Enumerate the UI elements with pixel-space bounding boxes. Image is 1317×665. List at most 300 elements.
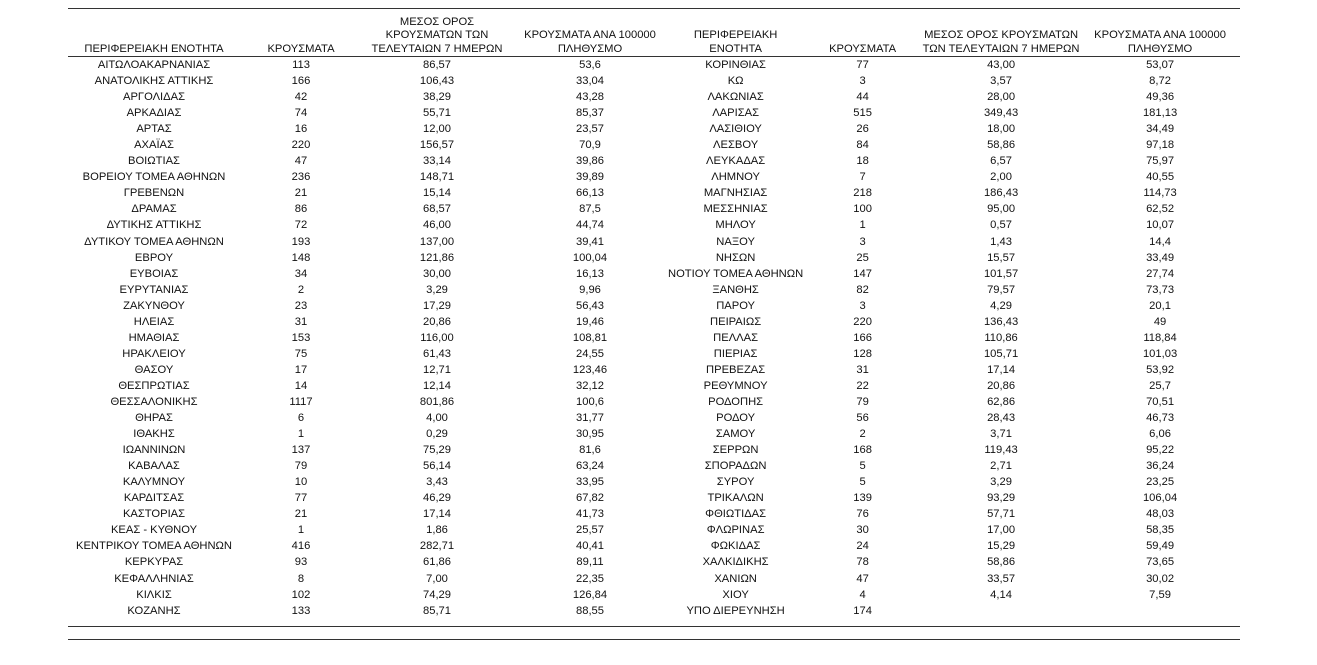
cell-region: ΓΡΕΒΕΝΩΝ bbox=[123, 187, 185, 200]
cell-per100k: 81,6 bbox=[579, 444, 601, 457]
cell-avg7: 57,71 bbox=[987, 508, 1016, 521]
table-row bbox=[668, 506, 1240, 522]
table-row bbox=[68, 185, 668, 201]
cell-per100k: 46,73 bbox=[1146, 412, 1175, 425]
cell-cases: 193 bbox=[291, 235, 311, 248]
cell-avg7 bbox=[922, 603, 1080, 619]
cell-avg7: 137,00 bbox=[419, 235, 455, 248]
cell-avg7: 105,71 bbox=[983, 347, 1019, 360]
cell-avg7: 17,29 bbox=[423, 299, 451, 312]
cell-cases: 75 bbox=[294, 347, 308, 360]
table-row bbox=[68, 298, 668, 314]
cell-per100k: 20,1 bbox=[1149, 299, 1171, 312]
cell-per100k: 70,9 bbox=[579, 139, 601, 152]
table-row bbox=[68, 73, 668, 89]
table-row bbox=[68, 330, 668, 346]
cell-cases: 174 bbox=[853, 604, 872, 617]
cell-cases: 84 bbox=[856, 139, 869, 152]
cell-per100k: 9,96 bbox=[579, 283, 601, 296]
cell-avg7: 74,29 bbox=[423, 588, 451, 601]
cell-per100k: 108,81 bbox=[572, 331, 608, 344]
table-row bbox=[668, 234, 1240, 250]
cell-avg7: 46,29 bbox=[423, 492, 451, 505]
cell-region: ΔΡΑΜΑΣ bbox=[131, 203, 177, 216]
cell-cases: 10 bbox=[294, 476, 308, 489]
cell-avg7: 55,71 bbox=[423, 107, 451, 120]
table-row bbox=[668, 201, 1240, 217]
table-row bbox=[68, 442, 668, 458]
cell-avg7: 12,14 bbox=[423, 379, 451, 392]
cell-avg7: 4,14 bbox=[990, 588, 1012, 601]
cell-per100k: 23,57 bbox=[576, 123, 604, 136]
cell-cases: 3 bbox=[859, 299, 866, 312]
table-row bbox=[68, 121, 668, 137]
cell-cases: 34 bbox=[294, 267, 308, 280]
cell-per100k: 106,04 bbox=[1142, 492, 1178, 505]
cell-cases: 147 bbox=[853, 267, 872, 280]
cell-avg7: 95,00 bbox=[987, 203, 1016, 216]
table-row bbox=[68, 153, 668, 169]
table-row bbox=[68, 587, 668, 603]
table-row bbox=[668, 474, 1240, 490]
cell-region: ΔΥΤΙΚΗΣ ΑΤΤΙΚΗΣ bbox=[106, 219, 202, 232]
cell-region: ΠΑΡΟΥ bbox=[716, 299, 756, 312]
cell-per100k: 89,11 bbox=[576, 556, 604, 569]
table-row bbox=[68, 378, 668, 394]
cell-cases: 7 bbox=[859, 171, 866, 184]
cell-cases: 26 bbox=[856, 123, 869, 136]
table-row bbox=[68, 506, 668, 522]
table-row bbox=[668, 394, 1240, 410]
cell-cases: 21 bbox=[294, 187, 308, 200]
cell-per100k: 25,57 bbox=[576, 524, 604, 537]
table-row bbox=[668, 105, 1240, 121]
cell-per100k: 97,18 bbox=[1146, 139, 1175, 152]
table-row bbox=[668, 522, 1240, 538]
cell-per100k: 88,55 bbox=[576, 604, 604, 617]
right-table-block bbox=[668, 8, 1240, 619]
cell-cases: 17 bbox=[294, 363, 308, 376]
cell-avg7: 33,14 bbox=[423, 155, 451, 168]
cell-avg7: 6,57 bbox=[990, 155, 1012, 168]
cell-per100k: 75,97 bbox=[1146, 155, 1175, 168]
cell-avg7: 121,86 bbox=[419, 251, 455, 264]
cell-avg7: 15,29 bbox=[987, 540, 1016, 553]
cell-region: ΚΕΡΚΥΡΑΣ bbox=[124, 556, 184, 569]
cell-per100k: 73,65 bbox=[1146, 556, 1175, 569]
cell-avg7: 349,43 bbox=[983, 107, 1019, 120]
table-row bbox=[668, 426, 1240, 442]
cell-avg7: 186,43 bbox=[983, 187, 1019, 200]
cell-region: ΡΟΔΟΠΗΣ bbox=[708, 395, 764, 408]
table-row bbox=[68, 410, 668, 426]
cell-avg7: 68,57 bbox=[423, 203, 451, 216]
cell-region: ΛΕΥΚΑΔΑΣ bbox=[706, 155, 766, 168]
cell-cases: 77 bbox=[856, 59, 869, 71]
cell-cases: 1 bbox=[297, 524, 305, 537]
cell-per100k: 123,46 bbox=[572, 363, 608, 376]
cell-avg7: 62,86 bbox=[987, 395, 1016, 408]
cell-region: ΛΑΚΩΝΙΑΣ bbox=[707, 91, 764, 104]
left-header-row bbox=[68, 8, 668, 57]
cell-avg7: 4,29 bbox=[990, 299, 1012, 312]
cell-per100k: 16,13 bbox=[576, 267, 604, 280]
cell-avg7: 93,29 bbox=[987, 492, 1016, 505]
table-row bbox=[668, 250, 1240, 266]
cell-cases: 8 bbox=[297, 572, 305, 585]
cell-cases: 515 bbox=[853, 107, 872, 120]
cell-region: ΜΗΛΟΥ bbox=[715, 219, 756, 232]
bottom-rule bbox=[68, 626, 1240, 627]
cell-cases: 79 bbox=[294, 460, 308, 473]
cell-region: ΘΑΣΟΥ bbox=[134, 363, 174, 376]
table-row bbox=[68, 250, 668, 266]
cell-region: ΚΙΛΚΙΣ bbox=[136, 588, 172, 601]
cell-region: ΚΑΒΑΛΑΣ bbox=[128, 460, 180, 473]
cell-avg7: 12,71 bbox=[423, 363, 451, 376]
cell-avg7: 17,14 bbox=[423, 508, 451, 521]
cell-per100k: 66,13 bbox=[576, 187, 604, 200]
cell-cases: 166 bbox=[853, 331, 872, 344]
table-row bbox=[668, 571, 1240, 587]
cell-region: ΣΥΡΟΥ bbox=[716, 476, 755, 489]
cell-per100k: 49,36 bbox=[1146, 91, 1175, 104]
cell-region: ΡΟΔΟΥ bbox=[716, 412, 756, 425]
cell-region: ΡΕΘΥΜΝΟΥ bbox=[703, 379, 768, 392]
cell-avg7: 119,43 bbox=[984, 444, 1018, 457]
cell-per100k: 100,04 bbox=[572, 251, 608, 264]
cell-region: ΝΑΞΟΥ bbox=[716, 235, 755, 248]
left-table-block bbox=[68, 8, 668, 619]
cell-avg7: 46,00 bbox=[423, 219, 451, 232]
table-row bbox=[668, 89, 1240, 105]
cell-per100k: 53,92 bbox=[1146, 363, 1175, 376]
cell-avg7: 3,29 bbox=[426, 283, 448, 296]
cell-region: ΚΑΣΤΟΡΙΑΣ bbox=[122, 508, 186, 521]
table-row bbox=[68, 137, 668, 153]
cell-region: ΙΘΑΚΗΣ bbox=[133, 428, 175, 441]
cell-region: ΘΕΣΠΡΩΤΙΑΣ bbox=[118, 379, 190, 392]
cell-region: ΑΡΤΑΣ bbox=[136, 123, 172, 136]
cell-region: ΕΥΡΥΤΑΝΙΑΣ bbox=[119, 283, 189, 296]
cell-region: ΖΑΚΥΝΘΟΥ bbox=[123, 299, 185, 312]
table-row bbox=[668, 57, 1240, 74]
cell-region: ΘΕΣΣΑΛΟΝΙΚΗΣ bbox=[110, 395, 198, 408]
cell-cases: 2 bbox=[859, 428, 866, 441]
cell-per100k: 63,24 bbox=[576, 460, 604, 473]
cell-region: ΤΡΙΚΑΛΩΝ bbox=[707, 492, 764, 505]
cell-region: ΑΝΑΤΟΛΙΚΗΣ ΑΤΤΙΚΗΣ bbox=[94, 75, 214, 88]
table-row bbox=[68, 234, 668, 250]
table-row bbox=[68, 217, 668, 233]
cell-per100k: 126,84 bbox=[572, 588, 608, 601]
cell-avg7: 3,29 bbox=[990, 476, 1012, 489]
cell-region: ΦΩΚΙΔΑΣ bbox=[710, 540, 761, 553]
table-row bbox=[668, 410, 1240, 426]
cell-avg7: 156,57 bbox=[419, 139, 455, 152]
table-row bbox=[668, 587, 1240, 603]
cell-cases: 16 bbox=[294, 123, 308, 136]
cell-avg7: 85,71 bbox=[423, 604, 451, 617]
cell-cases: 1 bbox=[297, 428, 305, 441]
cell-region: ΝΗΣΩΝ bbox=[715, 251, 756, 264]
cell-avg7: 3,57 bbox=[990, 75, 1012, 88]
cell-avg7: 18,00 bbox=[987, 123, 1016, 136]
cell-per100k: 73,73 bbox=[1146, 283, 1175, 296]
cell-per100k: 43,28 bbox=[576, 91, 604, 104]
cell-region: ΠΙΕΡΙΑΣ bbox=[713, 347, 758, 360]
cell-region: ΑΧΑΪΑΣ bbox=[134, 139, 174, 152]
bottom-rule-double bbox=[68, 639, 1240, 640]
cell-per100k: 31,77 bbox=[576, 412, 604, 425]
cell-avg7: 1,43 bbox=[990, 235, 1012, 248]
cell-avg7: 30,00 bbox=[423, 267, 451, 280]
cell-per100k: 36,24 bbox=[1146, 460, 1175, 473]
cell-region: ΛΑΣΙΘΙΟΥ bbox=[709, 123, 762, 136]
cell-cases: 21 bbox=[294, 508, 308, 521]
table-row bbox=[668, 490, 1240, 506]
cell-cases: 30 bbox=[856, 524, 869, 537]
cell-cases: 128 bbox=[853, 347, 872, 360]
cell-cases: 5 bbox=[859, 476, 866, 489]
cell-region: ΧΑΛΚΙΔΙΚΗΣ bbox=[702, 556, 769, 569]
cell-per100k: 33,95 bbox=[576, 476, 604, 489]
cell-per100k: 6,06 bbox=[1149, 428, 1171, 441]
cell-per100k bbox=[1080, 603, 1240, 619]
cell-avg7: 20,86 bbox=[987, 379, 1016, 392]
cell-region: ΕΒΡΟΥ bbox=[134, 251, 174, 264]
cell-per100k: 70,51 bbox=[1146, 395, 1175, 408]
cell-per100k: 40,41 bbox=[576, 540, 604, 553]
cell-cases: 153 bbox=[291, 331, 311, 344]
table-row bbox=[668, 330, 1240, 346]
cell-region: ΔΥΤΙΚΟΥ ΤΟΜΕΑ ΑΘΗΝΩΝ bbox=[84, 235, 224, 248]
cell-per100k: 56,43 bbox=[576, 299, 604, 312]
table-row bbox=[668, 538, 1240, 554]
header-cases: ΚΡΟΥΣΜΑΤΑ bbox=[267, 42, 335, 55]
header-cases: ΚΡΟΥΣΜΑΤΑ bbox=[829, 42, 897, 55]
table-row bbox=[68, 490, 668, 506]
cell-region: ΗΡΑΚΛΕΙΟΥ bbox=[122, 347, 186, 360]
cell-per100k: 23,25 bbox=[1146, 476, 1175, 489]
cell-cases: 220 bbox=[853, 315, 872, 328]
cell-region: ΙΩΑΝΝΙΝΩΝ bbox=[122, 444, 186, 457]
cell-region: ΑΙΤΩΛΟΑΚΑΡΝΑΝΙΑΣ bbox=[97, 59, 211, 71]
cell-cases: 31 bbox=[856, 363, 869, 376]
left-cases-table bbox=[68, 8, 668, 619]
left-table-body bbox=[68, 57, 668, 619]
cell-per100k: 40,55 bbox=[1146, 171, 1175, 184]
cell-cases: 137 bbox=[291, 444, 311, 457]
cell-region: ΞΑΝΘΗΣ bbox=[712, 283, 759, 296]
cell-region: ΧΑΝΙΩΝ bbox=[714, 572, 757, 585]
cell-cases: 79 bbox=[856, 395, 869, 408]
table-row bbox=[668, 298, 1240, 314]
cell-avg7: 12,00 bbox=[423, 123, 451, 136]
cell-per100k: 8,72 bbox=[1149, 75, 1171, 88]
table-row bbox=[668, 73, 1240, 89]
right-table-body bbox=[668, 57, 1240, 619]
cell-cases: 25 bbox=[856, 251, 869, 264]
cell-cases: 218 bbox=[853, 187, 872, 200]
cell-cases: 78 bbox=[856, 556, 869, 569]
table-row bbox=[68, 105, 668, 121]
cell-per100k: 181,13 bbox=[1142, 107, 1178, 120]
cell-cases: 113 bbox=[292, 59, 310, 71]
cell-per100k: 27,74 bbox=[1146, 267, 1175, 280]
table-row bbox=[668, 314, 1240, 330]
cell-avg7: 38,29 bbox=[423, 91, 451, 104]
cell-per100k: 95,22 bbox=[1146, 444, 1175, 457]
cell-cases: 1117 bbox=[289, 395, 313, 408]
cell-per100k: 7,59 bbox=[1149, 588, 1171, 601]
cell-cases: 82 bbox=[856, 283, 869, 296]
cell-avg7: 56,14 bbox=[423, 460, 451, 473]
table-row bbox=[68, 426, 668, 442]
header-per100k: ΚΡΟΥΣΜΑΤΑ ΑΝΑ 100000 ΠΛΗΘΥΣΜΟ bbox=[1094, 29, 1226, 55]
cell-cases: 4 bbox=[859, 588, 866, 601]
cell-avg7: 58,86 bbox=[987, 139, 1016, 152]
cell-region: ΒΟΙΩΤΙΑΣ bbox=[128, 155, 180, 168]
cell-cases: 166 bbox=[291, 75, 311, 88]
cell-cases: 14 bbox=[294, 379, 308, 392]
cell-per100k: 25,7 bbox=[1149, 379, 1171, 392]
table-row bbox=[668, 137, 1240, 153]
cell-region: ΛΑΡΙΣΑΣ bbox=[712, 107, 760, 120]
cell-region: ΕΥΒΟΙΑΣ bbox=[129, 267, 179, 280]
table-row bbox=[68, 201, 668, 217]
table-row bbox=[68, 266, 668, 282]
cell-region: ΑΡΚΑΔΙΑΣ bbox=[126, 107, 182, 120]
cell-region: ΑΡΓΟΛΙΔΑΣ bbox=[122, 91, 186, 104]
cell-region: ΚΕΝΤΡΙΚΟΥ ΤΟΜΕΑ ΑΘΗΝΩΝ bbox=[75, 540, 232, 553]
cell-per100k: 101,03 bbox=[1142, 347, 1178, 360]
cell-region: ΘΗΡΑΣ bbox=[135, 412, 173, 425]
table-row bbox=[668, 121, 1240, 137]
cell-avg7: 282,71 bbox=[419, 540, 455, 553]
cell-region: ΚΑΛΥΜΝΟΥ bbox=[122, 476, 186, 489]
header-region: ΠΕΡΙΦΕΡΕΙΑΚΗ ΕΝΟΤΗΤΑ bbox=[84, 42, 224, 55]
cell-avg7: 43,00 bbox=[987, 59, 1016, 71]
cell-cases: 168 bbox=[853, 444, 872, 457]
cell-avg7: 15,14 bbox=[423, 187, 451, 200]
table-row bbox=[68, 346, 668, 362]
cell-avg7: 106,43 bbox=[419, 75, 455, 88]
cell-region: ΦΘΙΩΤΙΔΑΣ bbox=[705, 508, 767, 521]
cell-avg7: 20,86 bbox=[423, 315, 451, 328]
cell-avg7: 801,86 bbox=[419, 395, 455, 408]
cell-per100k: 39,86 bbox=[576, 155, 604, 168]
cell-region: ΛΗΜΝΟΥ bbox=[711, 171, 760, 184]
table-row bbox=[68, 538, 668, 554]
cell-region: ΜΑΓΝΗΣΙΑΣ bbox=[703, 187, 768, 200]
table-row bbox=[68, 458, 668, 474]
cell-avg7: 86,57 bbox=[423, 59, 451, 71]
cell-avg7: 17,14 bbox=[987, 363, 1016, 376]
cell-avg7: 58,86 bbox=[987, 556, 1016, 569]
cell-per100k: 39,41 bbox=[576, 235, 604, 248]
cell-per100k: 62,52 bbox=[1146, 203, 1175, 216]
cell-region: ΛΕΣΒΟΥ bbox=[713, 139, 759, 152]
cell-cases: 18 bbox=[856, 155, 869, 168]
cell-cases: 1 bbox=[859, 219, 866, 232]
cell-cases: 93 bbox=[294, 556, 308, 569]
cell-avg7: 148,71 bbox=[419, 171, 455, 184]
cell-avg7: 0,29 bbox=[426, 428, 448, 441]
cell-region: ΠΕΙΡΑΙΩΣ bbox=[710, 315, 762, 328]
cell-per100k: 118,84 bbox=[1143, 331, 1177, 344]
cell-avg7: 28,43 bbox=[987, 412, 1016, 425]
header-avg7: ΜΕΣΟΣ ΟΡΟΣ ΚΡΟΥΣΜΑΤΩΝ ΤΩΝ ΤΕΛΕΥΤΑΙΩΝ 7 ΗΜΕΡΩΝ bbox=[922, 29, 1080, 55]
table-row bbox=[668, 153, 1240, 169]
cell-per100k: 33,04 bbox=[576, 75, 604, 88]
cell-region: ΣΑΜΟΥ bbox=[715, 428, 756, 441]
cell-per100k: 32,12 bbox=[576, 379, 604, 392]
cell-cases: 139 bbox=[853, 492, 872, 505]
cell-avg7: 33,57 bbox=[987, 572, 1016, 585]
cell-region: ΜΕΣΣΗΝΙΑΣ bbox=[703, 203, 768, 216]
cell-per100k: 30,02 bbox=[1146, 572, 1175, 585]
cell-avg7: 116,00 bbox=[420, 331, 454, 344]
table-row bbox=[68, 314, 668, 330]
table-row bbox=[668, 378, 1240, 394]
cell-cases: 220 bbox=[291, 139, 311, 152]
table-row bbox=[668, 169, 1240, 185]
cell-per100k: 59,49 bbox=[1146, 540, 1175, 553]
cell-avg7: 28,00 bbox=[987, 91, 1016, 104]
cell-cases: 102 bbox=[291, 588, 311, 601]
cell-cases: 44 bbox=[856, 91, 869, 104]
table-row bbox=[68, 282, 668, 298]
table-row bbox=[68, 89, 668, 105]
cell-region: ΚΕΦΑΛΛΗΝΙΑΣ bbox=[114, 572, 194, 585]
cell-per100k: 19,46 bbox=[576, 315, 604, 328]
table-row bbox=[668, 217, 1240, 233]
cell-avg7: 0,57 bbox=[990, 219, 1012, 232]
cell-cases: 42 bbox=[294, 91, 308, 104]
table-row bbox=[668, 442, 1240, 458]
cell-avg7: 3,71 bbox=[990, 428, 1012, 441]
cell-per100k: 53,07 bbox=[1146, 59, 1175, 71]
cell-region: ΧΙΟΥ bbox=[722, 588, 749, 601]
cell-cases: 100 bbox=[853, 203, 872, 216]
cell-region: ΝΟΤΙΟΥ ΤΟΜΕΑ ΑΘΗΝΩΝ bbox=[668, 267, 804, 280]
cell-cases: 72 bbox=[294, 219, 308, 232]
cell-cases: 56 bbox=[856, 412, 869, 425]
cell-cases: 2 bbox=[297, 283, 305, 296]
cell-region: ΚΑΡΔΙΤΣΑΣ bbox=[123, 492, 185, 505]
cell-per100k: 39,89 bbox=[576, 171, 604, 184]
cell-cases: 133 bbox=[291, 604, 311, 617]
cell-avg7: 17,00 bbox=[987, 524, 1016, 537]
cell-avg7: 61,86 bbox=[423, 556, 451, 569]
table-row bbox=[68, 554, 668, 570]
cell-region: ΦΛΩΡΙΝΑΣ bbox=[706, 524, 765, 537]
cell-per100k: 41,73 bbox=[576, 508, 604, 521]
cell-avg7: 75,29 bbox=[423, 444, 451, 457]
cell-per100k: 49 bbox=[1153, 315, 1167, 328]
right-header-row bbox=[668, 8, 1240, 57]
table-row bbox=[668, 266, 1240, 282]
cell-per100k: 34,49 bbox=[1146, 123, 1175, 136]
cell-avg7: 1,86 bbox=[426, 524, 448, 537]
header-avg7: ΜΕΣΟΣ ΟΡΟΣ ΚΡΟΥΣΜΑΤΩΝ ΤΩΝ ΤΕΛΕΥΤΑΙΩΝ 7 ΗΜΕΡΩΝ bbox=[371, 15, 503, 55]
cell-per100k: 33,49 bbox=[1146, 251, 1175, 264]
cell-region: ΠΡΕΒΕΖΑΣ bbox=[706, 363, 766, 376]
cell-region: ΣΠΟΡΑΔΩΝ bbox=[704, 460, 767, 473]
cell-per100k: 87,5 bbox=[579, 203, 601, 216]
cell-per100k: 114,73 bbox=[1143, 187, 1177, 200]
